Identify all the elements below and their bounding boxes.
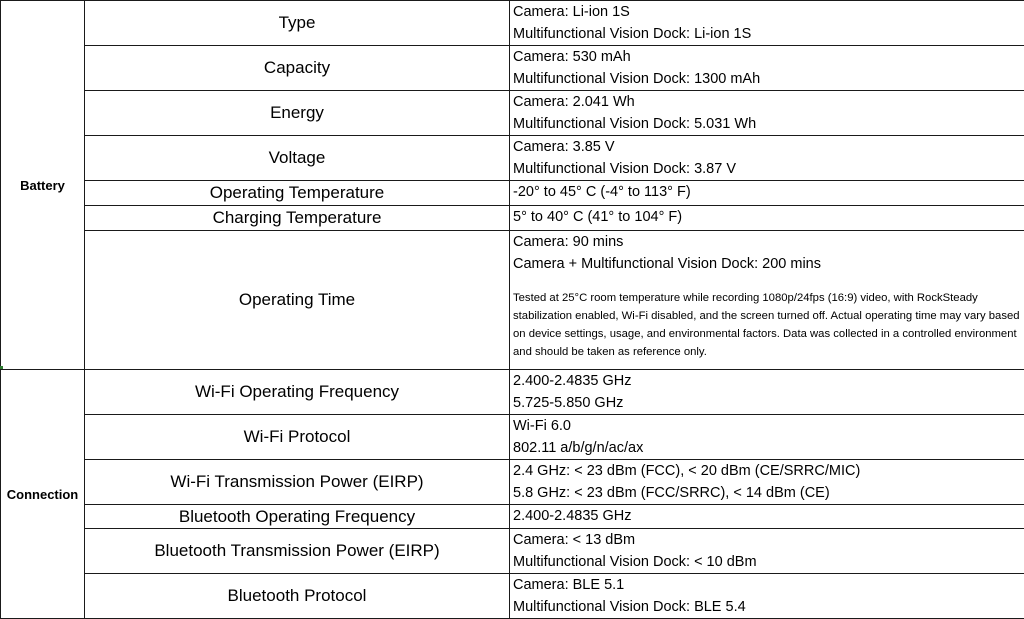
value-line: Multifunctional Vision Dock: < 10 dBm xyxy=(513,551,1024,573)
spec-label: Capacity xyxy=(85,46,510,91)
spec-value xyxy=(510,460,1024,505)
value-line: 5° to 40° C (41° to 104° F) xyxy=(513,206,1024,228)
spec-value xyxy=(510,529,1024,574)
table-row xyxy=(1,46,1024,91)
spec-value xyxy=(510,136,1024,181)
spec-value xyxy=(510,181,1024,206)
spec-value xyxy=(510,206,1024,231)
value-line: -20° to 45° C (-4° to 113° F) xyxy=(513,181,1024,203)
value-line: 2.4 GHz: < 23 dBm (FCC), < 20 dBm (CE/SRRC/MIC) xyxy=(513,460,1024,482)
table-row xyxy=(1,181,1024,206)
value-line: 2.400-2.4835 GHz xyxy=(513,370,1024,392)
spec-label: Type xyxy=(85,1,510,46)
value-line: Camera: Li-ion 1S xyxy=(513,1,1024,23)
value-line: Multifunctional Vision Dock: 1300 mAh xyxy=(513,68,1024,90)
value-line: 2.400-2.4835 GHz xyxy=(513,505,1024,527)
spec-value xyxy=(510,46,1024,91)
spec-label: Operating Time xyxy=(85,231,510,370)
spec-label: Operating Temperature xyxy=(85,181,510,206)
table-row xyxy=(1,206,1024,231)
table-row xyxy=(1,91,1024,136)
table-row xyxy=(1,370,1024,415)
value-line: Camera: < 13 dBm xyxy=(513,529,1024,551)
spec-label: Bluetooth Operating Frequency xyxy=(85,505,510,529)
value-line: Wi-Fi 6.0 xyxy=(513,415,1024,437)
cell-corner-marker xyxy=(0,366,3,369)
value-line: Camera: 2.041 Wh xyxy=(513,91,1024,113)
table-row xyxy=(1,574,1024,619)
table-row xyxy=(1,460,1024,505)
value-line: Camera: 3.85 V xyxy=(513,136,1024,158)
spec-value xyxy=(510,370,1024,415)
spec-value xyxy=(510,231,1024,370)
value-line: Camera: 90 mins xyxy=(513,231,1024,253)
value-line: Camera: 530 mAh xyxy=(513,46,1024,68)
table-row xyxy=(1,505,1024,529)
spec-label: Bluetooth Transmission Power (EIRP) xyxy=(85,529,510,574)
test-note: Tested at 25°C room temperature while recording 1080p/24fps (16:9) video, with RockSteady stabilization enabled, Wi-Fi disabled, and the screen turned off. Actual operating time may vary based on device settings, usage, and environmental factors. Data was collected in a controlled environment and should be taken as reference only. xyxy=(513,289,1024,361)
spec-label: Voltage xyxy=(85,136,510,181)
table-row xyxy=(1,415,1024,460)
spec-value xyxy=(510,415,1024,460)
table-row xyxy=(1,1,1024,46)
table-row xyxy=(1,231,1024,370)
spec-value xyxy=(510,1,1024,46)
value-line: 5.725-5.850 GHz xyxy=(513,392,1024,414)
table-row xyxy=(1,136,1024,181)
value-line: Multifunctional Vision Dock: Li-ion 1S xyxy=(513,23,1024,45)
spec-value xyxy=(510,574,1024,619)
spec-label: Wi-Fi Protocol xyxy=(85,415,510,460)
value-line: Camera: BLE 5.1 xyxy=(513,574,1024,596)
spec-label: Bluetooth Protocol xyxy=(85,574,510,619)
spec-label: Energy xyxy=(85,91,510,136)
value-line: 5.8 GHz: < 23 dBm (FCC/SRRC), < 14 dBm (CE) xyxy=(513,482,1024,504)
value-line: 802.11 a/b/g/n/ac/ax xyxy=(513,437,1024,459)
group-battery: Battery xyxy=(1,1,85,370)
value-line: Multifunctional Vision Dock: 5.031 Wh xyxy=(513,113,1024,135)
value-line: Camera + Multifunctional Vision Dock: 200 mins xyxy=(513,253,1024,275)
spec-label: Wi-Fi Transmission Power (EIRP) xyxy=(85,460,510,505)
group-connection: Connection xyxy=(1,370,85,619)
value-line: Multifunctional Vision Dock: 3.87 V xyxy=(513,158,1024,180)
spec-label: Charging Temperature xyxy=(85,206,510,231)
value-line: Multifunctional Vision Dock: BLE 5.4 xyxy=(513,596,1024,618)
spec-value xyxy=(510,505,1024,529)
spec-label: Wi-Fi Operating Frequency xyxy=(85,370,510,415)
table-row xyxy=(1,529,1024,574)
spec-value xyxy=(510,91,1024,136)
